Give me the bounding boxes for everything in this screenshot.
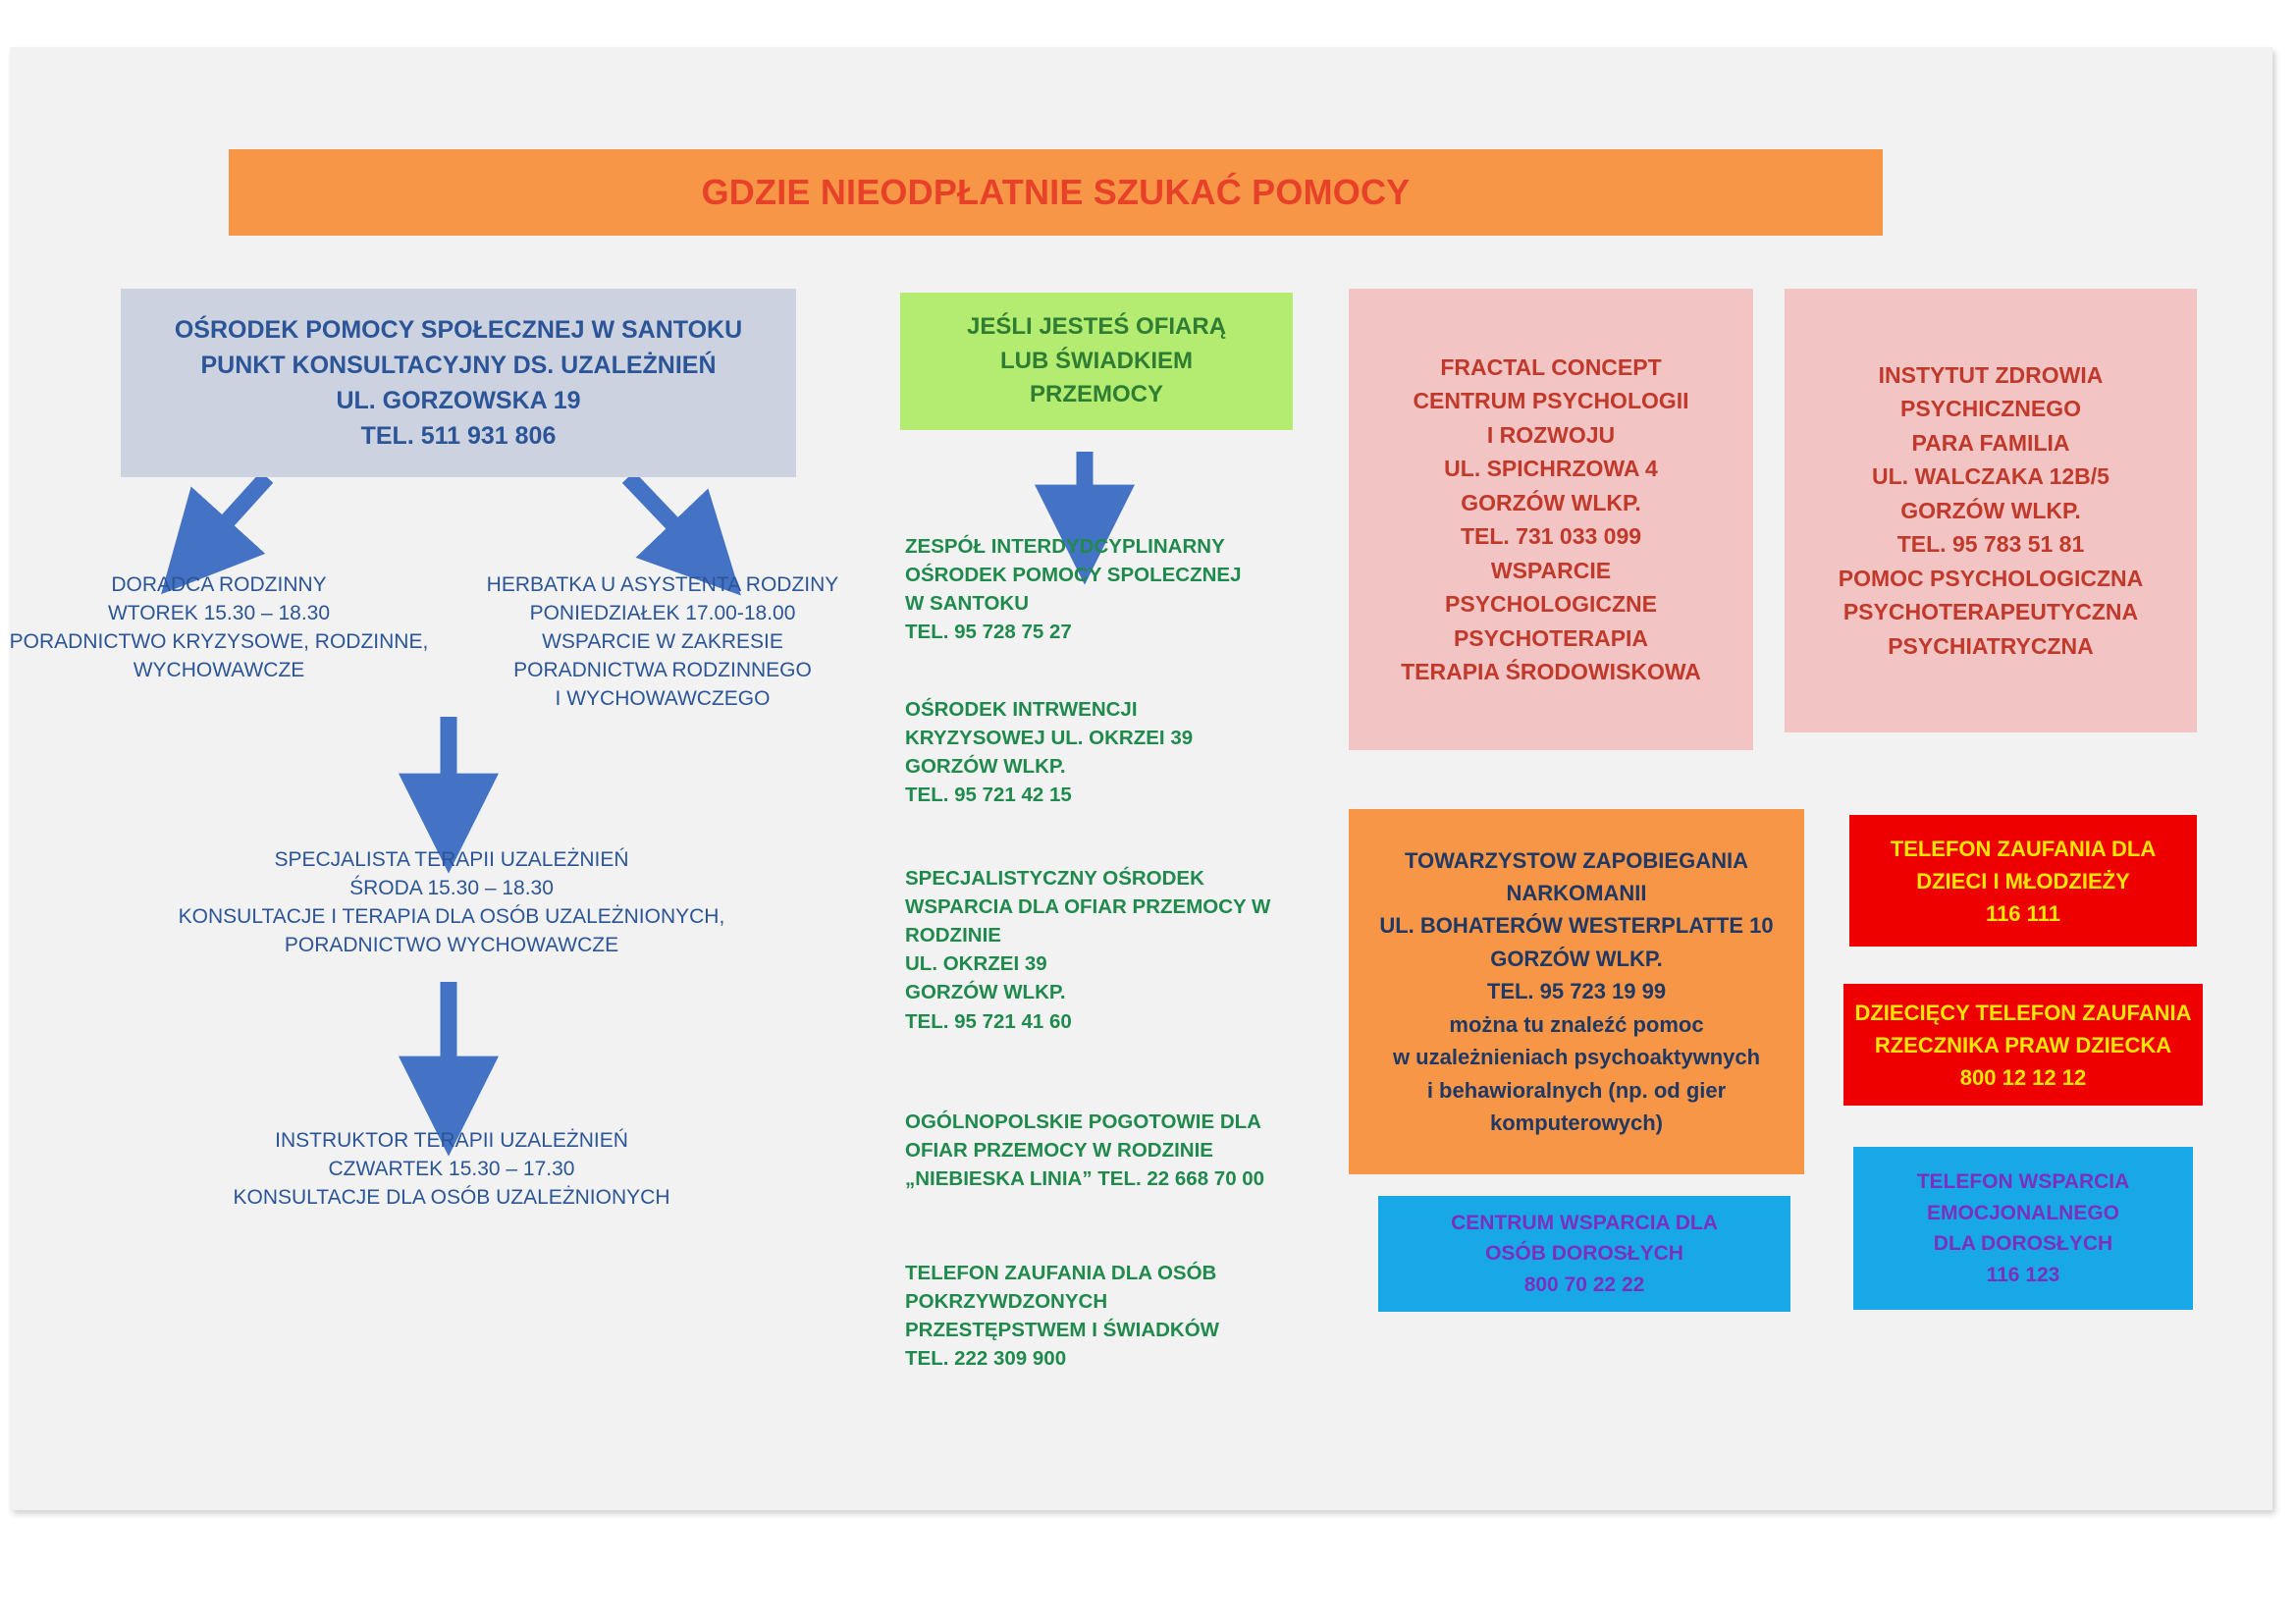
fractal-concept-box bbox=[1349, 289, 1753, 750]
dtzrpd-line-2: RZECZNIKA PRAW DZIECKA bbox=[1874, 1032, 2172, 1057]
page-title-banner bbox=[229, 149, 1883, 236]
entry-telefon-zaufania-pokrzywdzeni bbox=[905, 1259, 1347, 1373]
tzn-line-4: GORZÓW WLKP. bbox=[1490, 946, 1663, 971]
doradca-line-4: WYCHOWAWCZE bbox=[133, 658, 305, 681]
twed-line-3: DLA DOROSŁYCH bbox=[1933, 1232, 2113, 1255]
ops-santok-box bbox=[121, 289, 796, 477]
cwod-line-2: OSÓB DOROSŁYCH bbox=[1485, 1242, 1683, 1266]
tzn-line-5: TEL. 95 723 19 99 bbox=[1486, 979, 1667, 1004]
herbatka-line-4: PORADNICTWA RODZINNEGO bbox=[513, 658, 812, 681]
niebieska-line-2: OFIAR PRZEMOCY W RODZINIE bbox=[905, 1139, 1213, 1163]
sow-line-4: UL. OKRZEI 39 bbox=[905, 952, 1047, 976]
doradca-line-1: DORADCA RODZINNY bbox=[111, 573, 327, 596]
tzdim-line-2: DZIECI I MŁODZIEŻY bbox=[1916, 868, 2130, 893]
telefon-wsparcia-emocjonalnego-box bbox=[1853, 1147, 2193, 1310]
instruktor-line-3: KONSULTACJE DLA OSÓB UZALEŻNIONYCH bbox=[233, 1185, 670, 1209]
cwod-line-1: CENTRUM WSPARCIA DLA bbox=[1451, 1211, 1718, 1234]
doradca-line-2: WTOREK 15.30 – 18.30 bbox=[107, 601, 331, 624]
tzdim-line-1: TELEFON ZAUFANIA DLA bbox=[1890, 836, 2157, 861]
dtzrpd-line-3: 800 12 12 12 bbox=[1959, 1064, 2087, 1090]
zespol-line-4: TEL. 95 728 75 27 bbox=[905, 621, 1072, 644]
ops-line-4: TEL. 511 931 806 bbox=[360, 422, 557, 451]
herbatka-line-1: HERBATKA U ASYSTENTA RODZINY bbox=[486, 573, 839, 596]
tzdim-line-3: 116 111 bbox=[1986, 900, 2060, 926]
instruktor-line-2: CZWARTEK 15.30 – 17.30 bbox=[328, 1157, 575, 1180]
tzp-line-2: POKRZYWDZONYCH bbox=[905, 1290, 1108, 1314]
tzn-line-2: NARKOMANII bbox=[1506, 880, 1647, 905]
fractal-line-8: PSYCHOLOGICZNE bbox=[1445, 591, 1657, 617]
branch-doradca-rodzinny bbox=[8, 571, 430, 685]
branch-herbatka-asystent bbox=[461, 571, 864, 714]
sow-line-2: WSPARCIA DLA OFIAR PRZEMOCY W bbox=[905, 895, 1271, 919]
sow-line-5: GORZÓW WLKP. bbox=[905, 981, 1066, 1004]
instytut-line-4: UL. WALCZAKA 12B/5 bbox=[1872, 463, 2109, 490]
tzn-line-1: TOWARZYSTOW ZAPOBIEGANIA bbox=[1405, 847, 1748, 873]
tzp-line-3: PRZESTĘPSTWEM I ŚWIADKÓW bbox=[905, 1319, 1220, 1342]
telefon-zaufania-dzieci-box bbox=[1849, 815, 2197, 947]
przemoc-line-2: LUB ŚWIADKIEM bbox=[1000, 347, 1193, 374]
tzn-line-8: i behawioralnych (np. od gier bbox=[1426, 1077, 1727, 1103]
tzn-line-6: można tu znaleźć pomoc bbox=[1449, 1011, 1704, 1037]
fractal-line-4: UL. SPICHRZOWA 4 bbox=[1444, 456, 1658, 481]
sow-line-6: TEL. 95 721 41 60 bbox=[905, 1009, 1072, 1033]
towarzystwo-zapobiegania-narkomanii-box bbox=[1349, 809, 1804, 1174]
niebieska-line-3: „NIEBIESKA LINIA” TEL. 22 668 70 00 bbox=[905, 1167, 1265, 1191]
cwod-line-3: 800 70 22 22 bbox=[1523, 1272, 1645, 1296]
fractal-line-5: GORZÓW WLKP. bbox=[1461, 489, 1641, 515]
instytut-line-8: PSYCHOTERAPEUTYCZNA bbox=[1842, 599, 2139, 625]
entry-niebieska-linia bbox=[905, 1108, 1347, 1193]
zespol-line-1: ZESPÓŁ INTERDYDCYPLINARNY bbox=[905, 535, 1225, 558]
zespol-line-3: W SANTOKU bbox=[905, 592, 1030, 616]
oik-line-3: GORZÓW WLKP. bbox=[905, 755, 1066, 779]
instytut-line-5: GORZÓW WLKP. bbox=[1900, 497, 2081, 523]
twed-line-2: EMOCJONALNEGO bbox=[1926, 1201, 2119, 1224]
sow-line-1: SPECJALISTYCZNY OŚRODEK bbox=[905, 867, 1204, 890]
entry-specjalistyczny-osrodek-wsparcia bbox=[905, 864, 1347, 1036]
ops-line-1: OŚRODEK POMOCY SPOŁECZNEJ W SANTOKU bbox=[174, 315, 743, 344]
oik-line-1: OŚRODEK INTRWENCJI bbox=[905, 698, 1138, 721]
fractal-line-6: TEL. 731 033 099 bbox=[1460, 523, 1642, 549]
instytut-line-2: PSYCHICZNEGO bbox=[1899, 396, 2082, 422]
herbatka-line-2: PONIEDZIAŁEK 17.00-18.00 bbox=[529, 601, 796, 624]
fractal-line-3: I ROZWOJU bbox=[1486, 421, 1616, 448]
instytut-line-7: POMOC PSYCHOLOGICZNA bbox=[1838, 565, 2144, 591]
twed-line-4: 116 123 bbox=[1986, 1263, 2060, 1286]
ops-line-3: UL. GORZOWSKA 19 bbox=[336, 387, 581, 414]
instytut-line-1: INSTYTUT ZDROWIA bbox=[1878, 361, 2104, 388]
herbatka-line-5: I WYCHOWAWCZEGO bbox=[555, 686, 771, 710]
herbatka-line-3: WSPARCIE W ZAKRESIE bbox=[542, 629, 783, 653]
branch-specjalista-terapii bbox=[128, 846, 775, 960]
page-title: GDZIE NIEODPŁATNIE SZUKAĆ POMOCY bbox=[701, 172, 1411, 213]
instytut-line-6: TEL. 95 783 51 81 bbox=[1896, 531, 2085, 558]
instytut-line-9: PSYCHIATRYCZNA bbox=[1888, 632, 2094, 659]
niebieska-line-1: OGÓLNOPOLSKIE POGOTOWIE DLA bbox=[905, 1110, 1261, 1133]
entry-zespol-interdyscyplinarny bbox=[905, 532, 1337, 646]
branch-instruktor-terapii bbox=[147, 1127, 756, 1213]
specjalista-line-1: SPECJALISTA TERAPII UZALEŻNIEŃ bbox=[274, 848, 629, 871]
fractal-line-10: TERAPIA ŚRODOWISKOWA bbox=[1401, 659, 1701, 684]
tzp-line-4: TEL. 222 309 900 bbox=[905, 1347, 1067, 1371]
fractal-line-7: WSPARCIE bbox=[1490, 557, 1612, 583]
przemoc-line-1: JEŚLI JESTEŚ OFIARĄ bbox=[966, 312, 1227, 340]
instytut-zdrowia-box bbox=[1785, 289, 2197, 732]
ops-line-2: PUNKT KONSULTACYJNY DS. UZALEŻNIEŃ bbox=[200, 351, 717, 379]
entry-osrodek-interwencji-kryzysowej bbox=[905, 695, 1337, 809]
oik-line-2: KRYZYSOWEJ UL. OKRZEI 39 bbox=[905, 727, 1194, 750]
przemoc-header-box bbox=[900, 293, 1293, 430]
tzp-line-1: TELEFON ZAUFANIA DLA OSÓB bbox=[905, 1262, 1217, 1284]
instytut-line-3: PARA FAMILIA bbox=[1911, 429, 2070, 456]
dtzrpd-line-1: DZIECIĘCY TELEFON ZAUFANIA bbox=[1854, 1000, 2192, 1025]
przemoc-line-3: PRZEMOCY bbox=[1029, 381, 1163, 408]
oik-line-4: TEL. 95 721 42 15 bbox=[905, 784, 1072, 807]
tzn-line-3: UL. BOHATERÓW WESTERPLATTE 10 bbox=[1379, 913, 1774, 939]
tzn-line-7: w uzależnieniach psychoaktywnych bbox=[1392, 1045, 1761, 1070]
fractal-line-2: CENTRUM PSYCHOLOGII bbox=[1413, 388, 1689, 413]
dzieciecy-telefon-zaufania-rzecznika-box bbox=[1843, 984, 2203, 1106]
instruktor-line-1: INSTRUKTOR TERAPII UZALEŻNIEŃ bbox=[275, 1129, 628, 1152]
zespol-line-2: OŚRODEK POMOCY SPOLECZNEJ bbox=[905, 564, 1242, 587]
centrum-wsparcia-dorosli-box bbox=[1378, 1196, 1790, 1312]
fractal-line-1: FRACTAL CONCEPT bbox=[1440, 353, 1662, 380]
specjalista-line-3: KONSULTACJE I TERAPIA DLA OSÓB UZALEŻNIONYCH, bbox=[178, 904, 725, 928]
specjalista-line-4: PORADNICTWO WYCHOWAWCZE bbox=[284, 933, 619, 956]
sow-line-3: RODZINIE bbox=[905, 924, 1001, 947]
doradca-line-3: PORADNICTWO KRYZYSOWE, RODZINNE, bbox=[9, 629, 429, 653]
specjalista-line-2: ŚRODA 15.30 – 18.30 bbox=[349, 876, 554, 899]
fractal-line-9: PSYCHOTERAPIA bbox=[1453, 624, 1649, 651]
tzn-line-9: komputerowych) bbox=[1489, 1110, 1664, 1136]
twed-line-1: TELEFON WSPARCIA bbox=[1916, 1170, 2130, 1193]
